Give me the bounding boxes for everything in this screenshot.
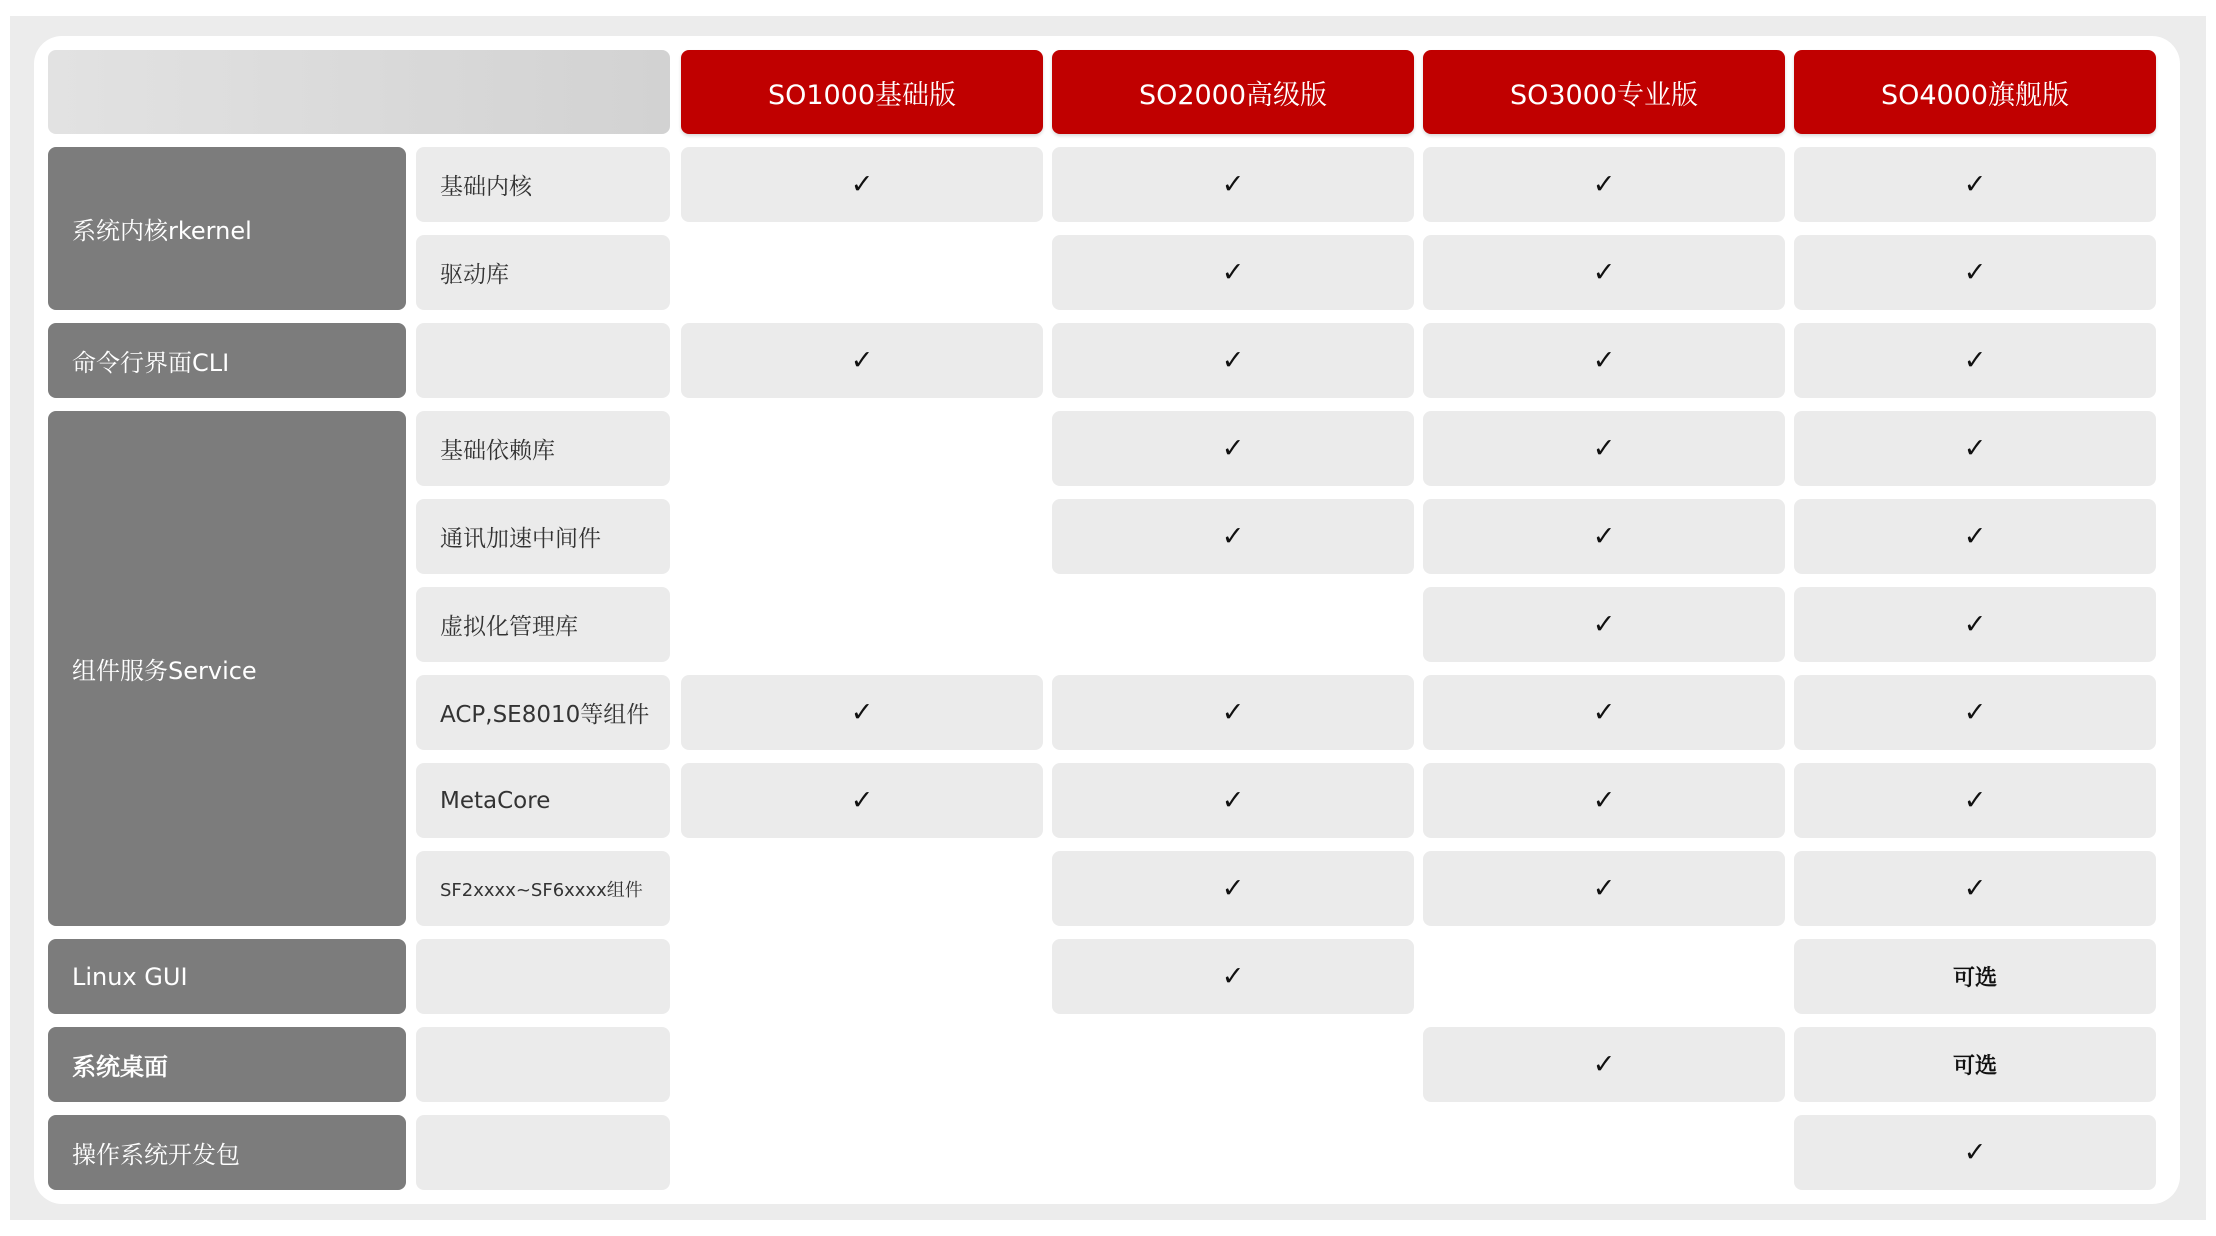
check-icon: ✓: [1794, 499, 2156, 574]
check-icon: ✓: [1794, 675, 2156, 750]
check-icon: ✓: [1423, 499, 1785, 574]
category-label: 命令行界面CLI: [48, 323, 406, 398]
check-icon: ✓: [681, 323, 1043, 398]
check-icon: ✓: [1423, 1027, 1785, 1102]
check-icon: ✓: [681, 675, 1043, 750]
edition-header: SO3000专业版: [1423, 50, 1785, 134]
check-icon: ✓: [1423, 587, 1785, 662]
check-icon: ✓: [1794, 763, 2156, 838]
feature-label: [416, 323, 670, 398]
feature-label: ACP,SE8010等组件: [416, 675, 670, 750]
feature-label: [416, 1027, 670, 1102]
check-icon: ✓: [1794, 411, 2156, 486]
category-label: 操作系统开发包: [48, 1115, 406, 1190]
check-icon: ✓: [681, 147, 1043, 222]
check-icon: ✓: [1794, 235, 2156, 310]
feature-label: 驱动库: [416, 235, 670, 310]
check-icon: ✓: [1423, 147, 1785, 222]
check-icon: ✓: [1423, 323, 1785, 398]
feature-label: 基础依赖库: [416, 411, 670, 486]
category-label: 系统内核rkernel: [48, 147, 406, 310]
feature-label: [416, 1115, 670, 1190]
category-label: 系统桌面: [48, 1027, 406, 1102]
optional-cell: 可选: [1794, 1027, 2156, 1102]
check-icon: ✓: [1423, 851, 1785, 926]
check-icon: ✓: [1794, 1115, 2156, 1190]
check-icon: ✓: [1794, 587, 2156, 662]
check-icon: ✓: [1423, 763, 1785, 838]
category-label: Linux GUI: [48, 939, 406, 1014]
table-corner: [48, 50, 670, 134]
check-icon: ✓: [1052, 763, 1414, 838]
feature-label: 通讯加速中间件: [416, 499, 670, 574]
check-icon: ✓: [1052, 147, 1414, 222]
feature-label: 虚拟化管理库: [416, 587, 670, 662]
check-icon: ✓: [1052, 499, 1414, 574]
check-icon: ✓: [681, 763, 1043, 838]
feature-label: 基础内核: [416, 147, 670, 222]
feature-label: SF2xxxx~SF6xxxx组件: [416, 851, 670, 926]
edition-header: SO1000基础版: [681, 50, 1043, 134]
check-icon: ✓: [1052, 323, 1414, 398]
edition-header: SO4000旗舰版: [1794, 50, 2156, 134]
check-icon: ✓: [1052, 411, 1414, 486]
feature-label: [416, 939, 670, 1014]
check-icon: ✓: [1794, 147, 2156, 222]
check-icon: ✓: [1794, 851, 2156, 926]
optional-cell: 可选: [1794, 939, 2156, 1014]
check-icon: ✓: [1423, 675, 1785, 750]
feature-label: MetaCore: [416, 763, 670, 838]
check-icon: ✓: [1794, 323, 2156, 398]
check-icon: ✓: [1423, 411, 1785, 486]
check-icon: ✓: [1052, 851, 1414, 926]
category-label: 组件服务Service: [48, 411, 406, 926]
check-icon: ✓: [1052, 235, 1414, 310]
check-icon: ✓: [1052, 939, 1414, 1014]
check-icon: ✓: [1052, 675, 1414, 750]
check-icon: ✓: [1423, 235, 1785, 310]
edition-header: SO2000高级版: [1052, 50, 1414, 134]
